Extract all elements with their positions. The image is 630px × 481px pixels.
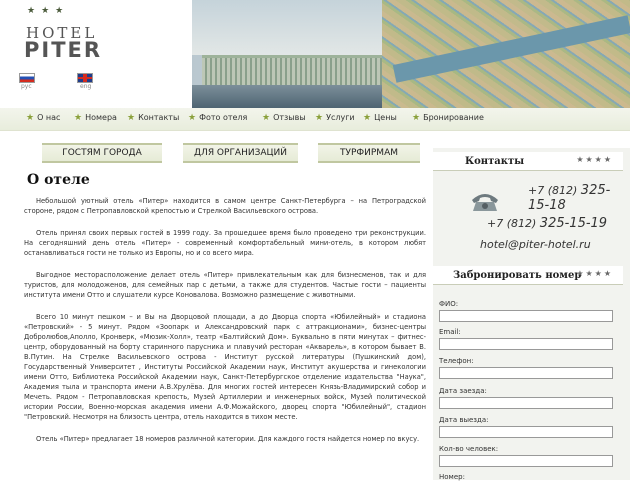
star-bullet-icon: ★ bbox=[363, 113, 372, 123]
nav-reviews[interactable] bbox=[262, 113, 306, 123]
phone2-prefix: +7 (812) bbox=[487, 217, 537, 230]
city-guests-button[interactable]: ГОСТЯМ ГОРОДА bbox=[42, 143, 162, 163]
star-bullet-icon: ★ bbox=[315, 113, 324, 123]
tour-agencies-button[interactable]: ТУРФИРМАМ bbox=[318, 143, 420, 163]
name-field[interactable] bbox=[439, 310, 613, 322]
lang-ru-label[interactable]: рус bbox=[21, 83, 32, 90]
nav-prices-label: Цены bbox=[374, 113, 397, 122]
telephone-icon bbox=[469, 188, 501, 212]
checkin-label: Дата заезда: bbox=[439, 387, 487, 395]
logo-hotel-text: HOTEL bbox=[26, 24, 98, 42]
header-sky-image bbox=[192, 0, 382, 55]
organizations-button[interactable]: ДЛЯ ОРГАНИЗАЦИЙ bbox=[183, 143, 298, 163]
nav-about-label: О нас bbox=[37, 113, 61, 122]
contacts-title: Контакты bbox=[465, 156, 525, 167]
english-flag-icon[interactable] bbox=[77, 73, 93, 83]
nav-services[interactable] bbox=[315, 113, 355, 123]
neva-river-image bbox=[192, 85, 382, 108]
about-paragraph: Отель принял своих первых гостей в 1999 году. За прошедшее время было проведено три реконструкции. На сегодняшний день отель «Питер» - современный комфортабельный мини-отель, в котором любят останавливаться гости не только из Европы, но и со всего мира. bbox=[24, 229, 426, 257]
star-bullet-icon: ★ bbox=[262, 113, 271, 123]
name-label: ФИО: bbox=[439, 300, 459, 308]
email-label: Email: bbox=[439, 328, 461, 336]
header bbox=[0, 0, 630, 108]
phone-field[interactable] bbox=[439, 367, 613, 379]
nav-prices[interactable] bbox=[363, 113, 397, 123]
phone-label: Телефон: bbox=[439, 357, 474, 365]
logo-stars: ★★★ bbox=[27, 6, 70, 16]
star-bullet-icon: ★ bbox=[26, 113, 35, 123]
checkin-date-field[interactable] bbox=[439, 397, 613, 409]
main-content bbox=[24, 172, 426, 480]
sidebar bbox=[433, 148, 630, 480]
booking-stars: ★★★★ bbox=[576, 269, 613, 278]
checkout-date-field[interactable] bbox=[439, 426, 613, 438]
booking-title: Забронировать номер bbox=[453, 270, 582, 281]
guests-count-field[interactable] bbox=[439, 455, 613, 467]
nav-hotel-photos-label: Фото отеля bbox=[199, 113, 248, 122]
about-paragraph: Выгодное месторасположение делает отель «Питер» привлекательным как для бизнесменов, так и для туристов, для молодоженов, для семейных пар с детьми, а также для студентов. Частые гости – пациенты института имени Отто и слушатели курсе Коновалова. Возможно размещение с животными. bbox=[24, 271, 426, 299]
about-paragraph: Всего 10 минут пешком – и Вы на Дворцовой площади, а до Дворца спорта «Юбилейный» и стадиона «Петровский» - 5 минут. Рядом «Зоопарк и Александровский парк с аттракционами», бизнес-центры Добролюбов,Аполло, Кронверк, «Мюзик-Холл», театр «Балтийский Дом». Буквально в пяти минутах – фитнес-центр, оборудованный на борту старинного парусника и плавучий ресторан «Акварель», в котором бывает В. В.Путин. На Стрелке Васильевского острова - Институт русской литературы (Пушкинский дом), Государственный Университет , Институты Российской Академии наук, Институт акушерства и гинекологии имени Отто, Библиотека Российской Академии наук, Санкт-Петербургское отделение издательства "Наука", Академия тыла и транспорта имени А.В.Хрулёва. Для многих гостей интересен Князь-Владимирский собор и Мечеть. Рядом - Петропавловская крепость, Музей Артиллерии и инженерных войск, Музей политической истории России, Военно-морская академия имени А.Ф.Можайского, дворец спорта "Юбилейный", стадион "Петровский. Несмотря на близость центра, отель находится в тихом месте. bbox=[24, 313, 426, 421]
about-paragraph: Небольшой уютный отель «Питер» находится в самом центре Санкт-Петербурга – на Петроградской стороне, рядом с Петропавловской крепостью и Стрелкой Васильевского острова. bbox=[24, 197, 426, 215]
guests-count-label: Кол-во человек: bbox=[439, 445, 499, 453]
nav-services-label: Услуги bbox=[326, 113, 355, 122]
nav-rooms[interactable] bbox=[74, 113, 117, 123]
phone-number-2[interactable] bbox=[487, 216, 607, 231]
nav-contacts[interactable] bbox=[127, 113, 179, 123]
nav-about[interactable] bbox=[26, 113, 60, 123]
nav-reviews-label: Отзывы bbox=[273, 113, 306, 122]
lang-en-label[interactable]: eng bbox=[80, 83, 92, 90]
nav-booking-label: Бронирование bbox=[423, 113, 484, 122]
checkout-label: Дата выезда: bbox=[439, 416, 489, 424]
page-title: О отеле bbox=[27, 172, 90, 188]
about-paragraph: Отель «Питер» предлагает 18 номеров различной категории. Для каждого гостя найдется номер по вкусу. bbox=[36, 435, 420, 443]
phone2-number: 325-15-19 bbox=[539, 216, 608, 231]
main-navigation bbox=[0, 108, 630, 131]
winter-palace-image bbox=[202, 55, 382, 88]
nav-rooms-label: Номера bbox=[85, 113, 117, 122]
contacts-stars: ★★★★ bbox=[576, 155, 613, 164]
email-field[interactable] bbox=[439, 338, 613, 350]
star-bullet-icon: ★ bbox=[127, 113, 136, 123]
nav-hotel-photos[interactable] bbox=[188, 113, 247, 123]
email-link[interactable]: hotel@piter-hotel.ru bbox=[480, 238, 591, 251]
hotel-logo[interactable] bbox=[0, 0, 120, 108]
phone1-number: 325-15-18 bbox=[528, 183, 611, 213]
booking-header bbox=[433, 266, 623, 285]
star-bullet-icon: ★ bbox=[188, 113, 197, 123]
logo-piter-text: PITER bbox=[24, 38, 103, 62]
room-label: Номер: bbox=[439, 473, 465, 481]
star-bullet-icon: ★ bbox=[74, 113, 83, 123]
header-photo-collage bbox=[192, 0, 630, 108]
nav-contacts-label: Контакты bbox=[138, 113, 180, 122]
phone1-prefix: +7 (812) bbox=[528, 184, 578, 197]
contacts-header bbox=[433, 152, 623, 171]
audience-buttons bbox=[0, 140, 440, 162]
russian-flag-icon[interactable] bbox=[19, 73, 35, 83]
phone-number-1[interactable] bbox=[528, 183, 618, 213]
star-bullet-icon: ★ bbox=[412, 113, 421, 123]
nav-booking[interactable] bbox=[412, 113, 484, 123]
